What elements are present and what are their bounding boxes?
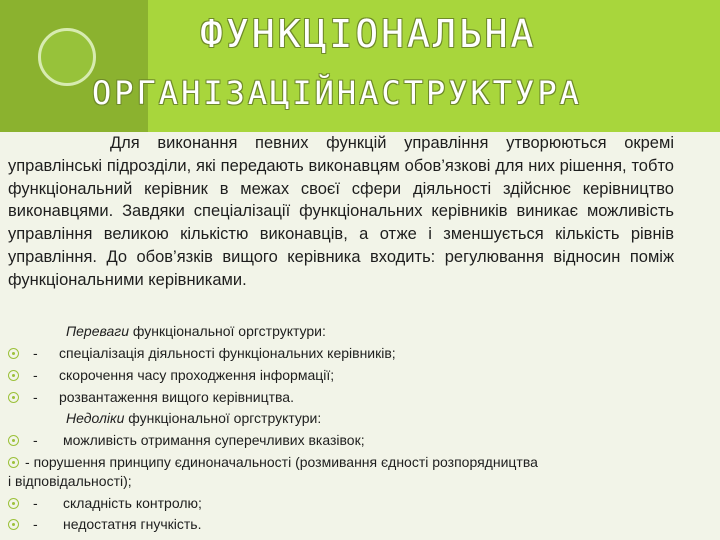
disadvantages-heading: Недоліки функціональної оргструктури: xyxy=(66,410,322,426)
list-item: - порушення принципу єдиноначальності (розмивання єдності розпорядництва xyxy=(8,453,538,471)
bullet-icon xyxy=(8,370,19,381)
bullet-icon xyxy=(8,519,19,530)
list-item: - складність контролю; xyxy=(8,494,202,512)
title-banner xyxy=(0,0,720,132)
page-title-line-1: ФУНКЦІОНАЛЬНА xyxy=(200,12,537,56)
bullet-icon xyxy=(8,435,19,446)
bullet-icon xyxy=(8,392,19,403)
list-item-continuation: і відповідальності); xyxy=(8,473,132,489)
page-title-line-2: ОРГАНІЗАЦІЙНАСТРУКТУРА xyxy=(92,74,582,112)
bullet-icon xyxy=(8,498,19,509)
bullet-icon xyxy=(8,457,19,468)
list-item: - розвантаження вищого керівництва. xyxy=(8,388,294,406)
intro-paragraph xyxy=(8,132,674,292)
advantages-heading: Переваги функціональної оргструктури: xyxy=(66,323,326,339)
list-item: - спеціалізація діяльності функціональних керівників; xyxy=(8,344,396,362)
decorative-circle-icon xyxy=(38,28,96,86)
bullet-icon xyxy=(8,348,19,359)
list-item: - недостатня гнучкість. xyxy=(8,515,201,533)
list-item: - можливість отримання суперечливих вказівок; xyxy=(8,431,365,449)
intro-paragraph-text: Для виконання певних функцій управління утворюються окремі управлінські підрозділи, які передають виконавцям обов’язкові для них рішення, тобто функціональний керівник в межах своєї сфери діяльності здійснює керівництво виконавцями. Завдяки спеціалізації функціональних керівників виникає можливість управління великою кількістю виконавців, а отже і зменшується кількість рівнів управління. До обов’язків вищого керівника входить: регулювання відносин поміж функціональними керівниками. xyxy=(8,134,674,289)
list-item: - скорочення часу проходження інформації; xyxy=(8,366,334,384)
